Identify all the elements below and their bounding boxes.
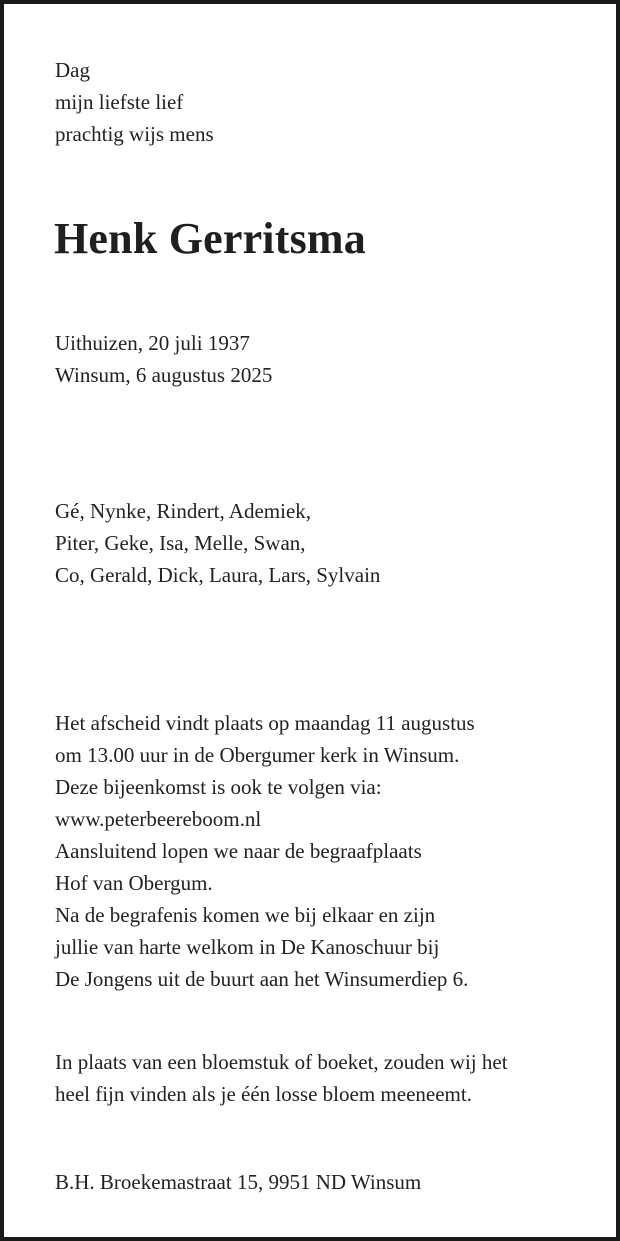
family-line: Piter, Geke, Isa, Melle, Swan, xyxy=(55,531,306,555)
verse-line: Dag xyxy=(55,58,90,82)
livestream-url: www.peterbeereboom.nl xyxy=(55,807,262,831)
flowers-line: heel fijn vinden als je één losse bloem meeneemt. xyxy=(55,1082,472,1106)
family-line: Co, Gerald, Dick, Laura, Lars, Sylvain xyxy=(55,563,381,587)
verse-line: mijn liefste lief xyxy=(55,90,184,114)
family-names xyxy=(55,495,596,591)
ceremony-line: Aansluitend lopen we naar de begraafplaats xyxy=(55,839,422,863)
ceremony-line: Het afscheid vindt plaats op maandag 11 augustus xyxy=(55,711,475,735)
ceremony-line: Na de begrafenis komen we bij elkaar en zijn xyxy=(55,903,436,927)
ceremony-line: jullie van harte welkom in De Kanoschuur bij xyxy=(55,935,440,959)
ceremony-line: Hof van Obergum. xyxy=(55,871,213,895)
ceremony-line: om 13.00 uur in de Obergumer kerk in Winsum. xyxy=(55,743,460,767)
death-date: Winsum, 6 augustus 2025 xyxy=(55,363,273,387)
ceremony-line: De Jongens uit de buurt aan het Winsumerdiep 6. xyxy=(55,967,469,991)
flowers-note xyxy=(55,1046,596,1110)
address-line: B.H. Broekemastraat 15, 9951 ND Winsum xyxy=(55,1170,422,1194)
ceremony-line: Deze bijeenkomst is ook te volgen via: xyxy=(55,775,382,799)
verse-line: prachtig wijs mens xyxy=(55,122,214,146)
flowers-line: In plaats van een bloemstuk of boeket, zouden wij het xyxy=(55,1050,508,1074)
ceremony-info xyxy=(55,707,596,995)
correspondence-address xyxy=(55,1166,596,1198)
deceased-name: Henk Gerritsma xyxy=(54,214,366,263)
life-dates xyxy=(55,327,596,391)
opening-verse xyxy=(55,54,596,150)
birth-date: Uithuizen, 20 juli 1937 xyxy=(55,331,250,355)
family-line: Gé, Nynke, Rindert, Ademiek, xyxy=(55,499,312,523)
